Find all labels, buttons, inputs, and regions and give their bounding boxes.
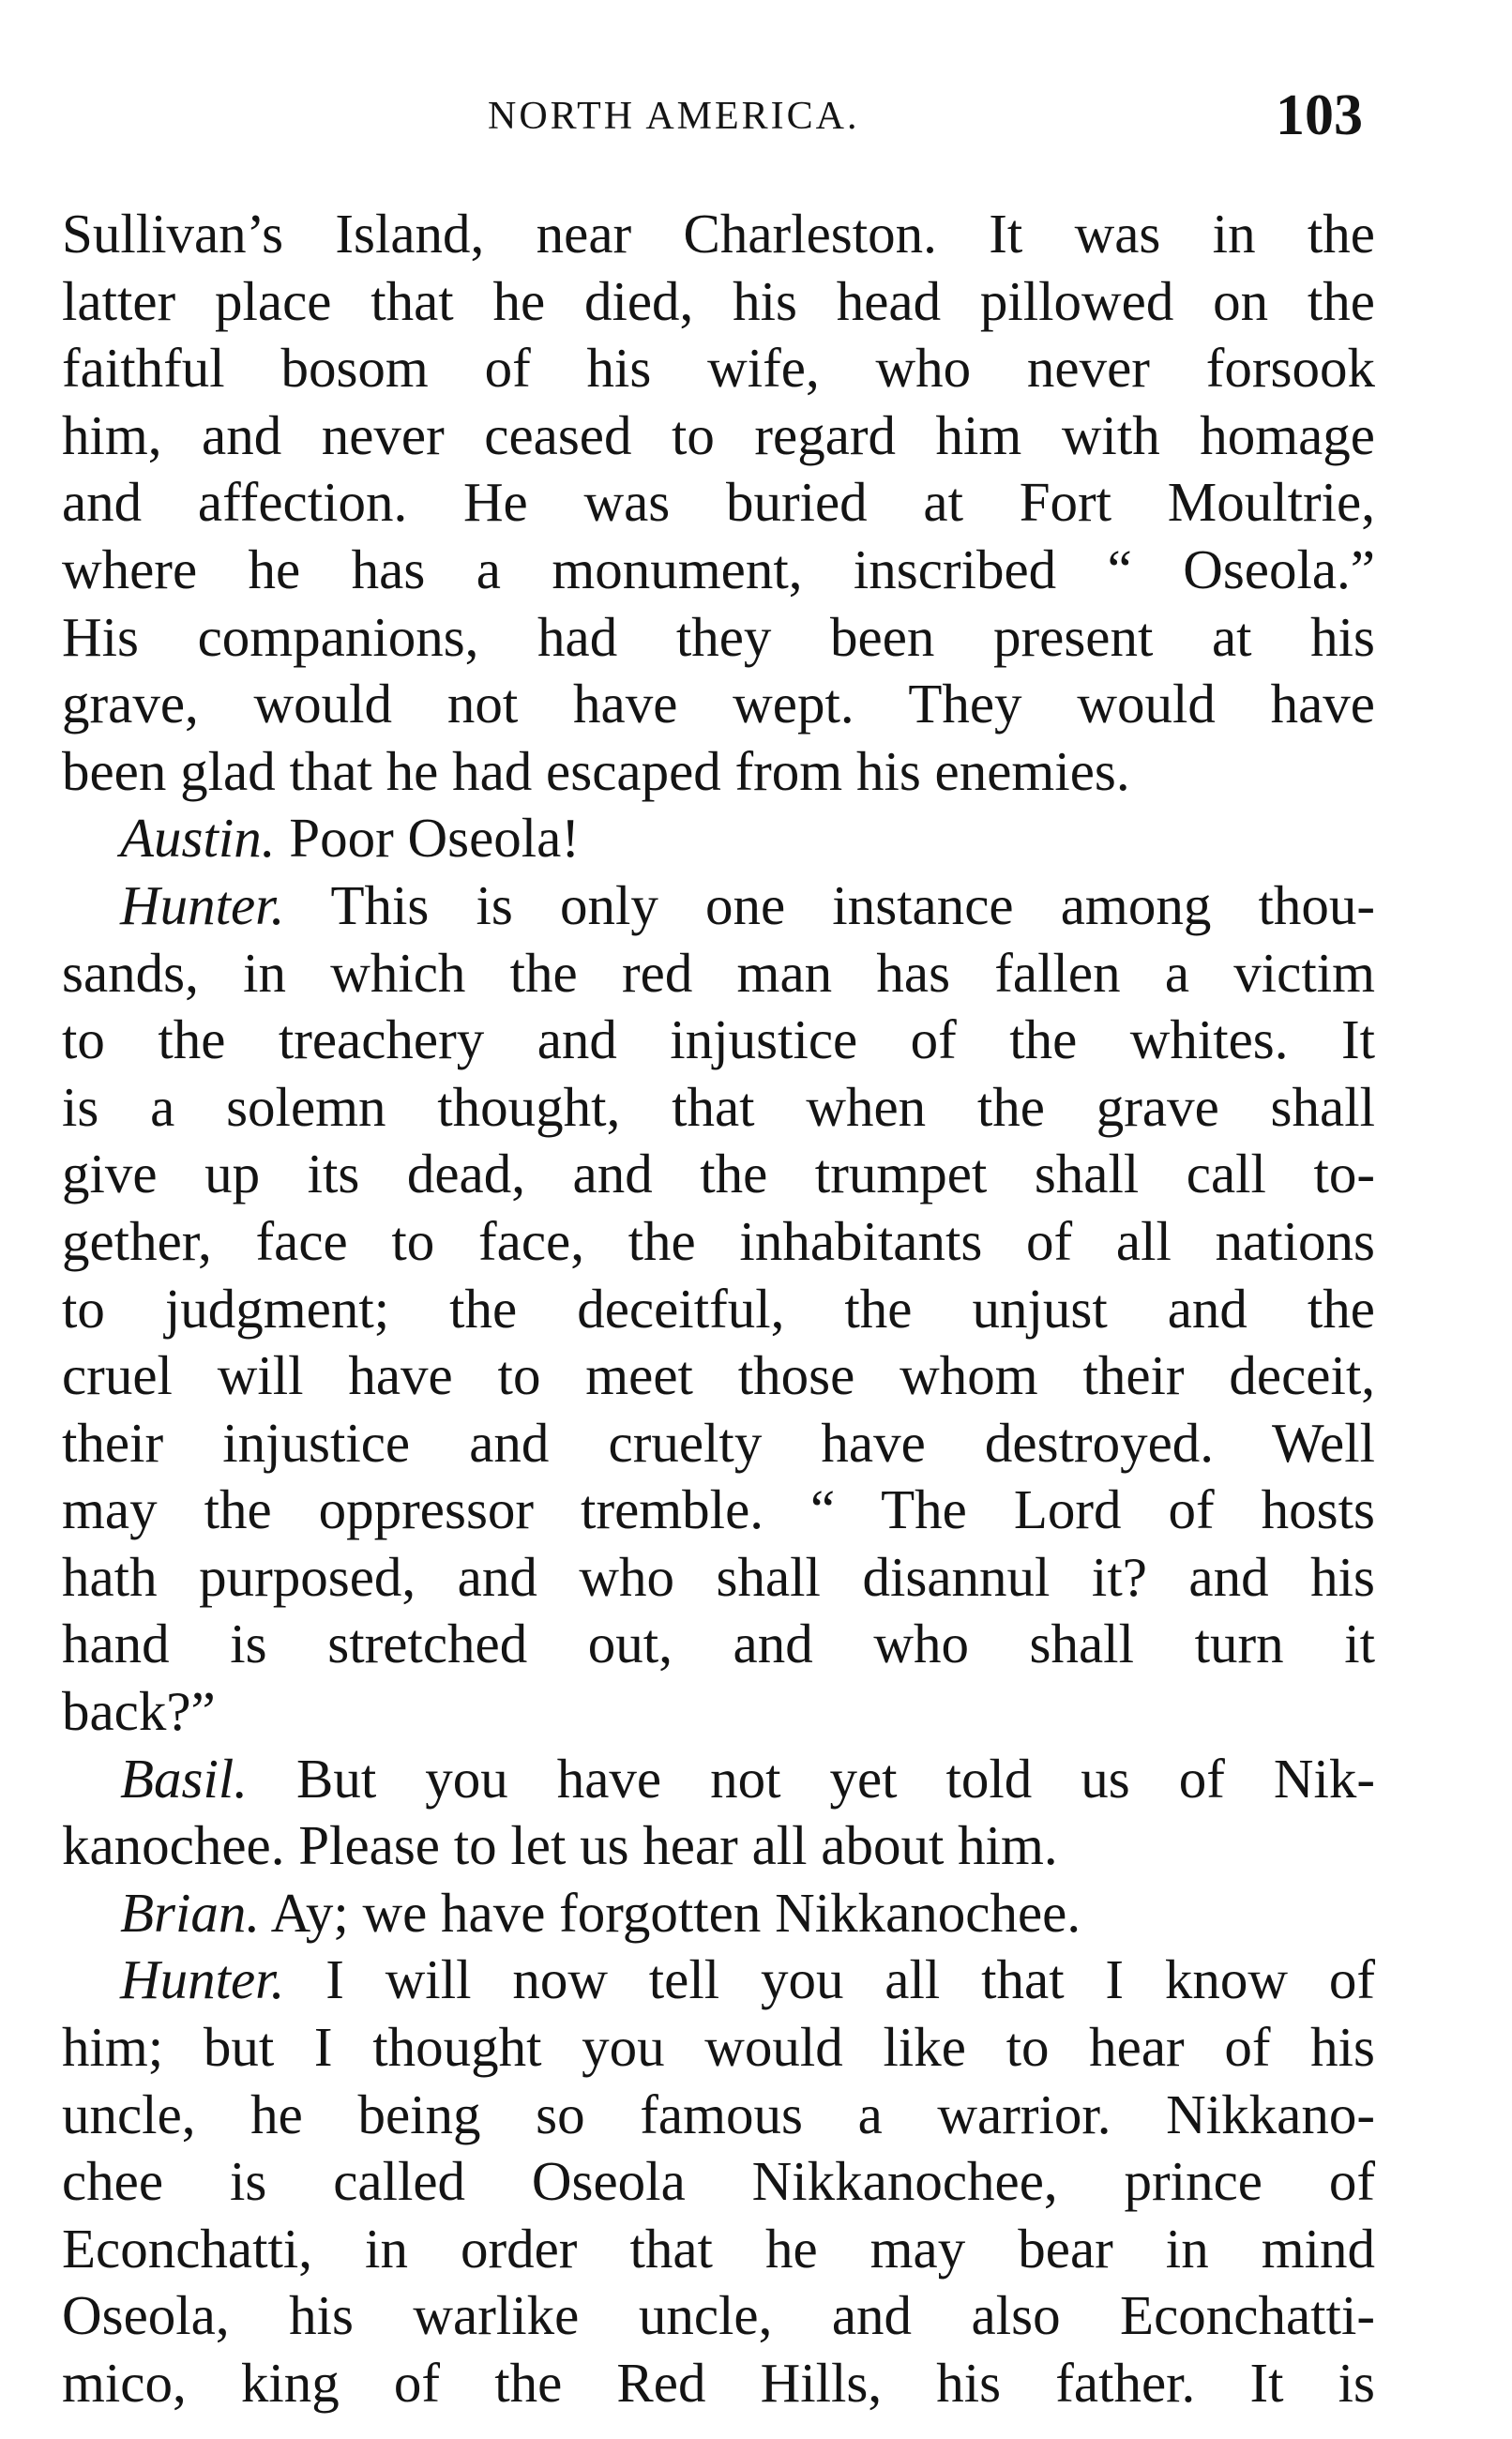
text-line [62,2282,1375,2350]
line-text: him, and never ceased to regard him with homage [62,403,1375,466]
text-line [62,738,1375,806]
text-line [62,1611,1375,1678]
text-line [62,1410,1375,1477]
text-line [62,1678,1375,1746]
line-text: I will now tell you all that I know of [325,1948,1376,2011]
line-text: His companions, had they been present at his [62,605,1375,668]
text-line [62,1208,1375,1276]
line-text: But you have not yet told us of Nik- [296,1747,1375,1810]
line-text: may the oppressor tremble. “ The Lord of hosts [62,1478,1375,1541]
text-line [62,604,1375,672]
text-line [62,872,1375,940]
line-text: him; but I thought you would like to hear of his [62,2016,1375,2079]
line-text: where he has a monument, inscribed “ Oseola.” [62,538,1375,600]
text-line [62,1141,1375,1208]
text-line [62,1812,1375,1880]
running-head [0,83,1512,158]
line-text: This is only one instance among thou- [330,873,1376,936]
text-line [62,1342,1375,1410]
text-line [62,671,1375,738]
line-text: and affection. He was buried at Fort Moultrie, [62,471,1375,534]
line-text: Poor Oseola! [289,807,580,870]
text-line [62,2216,1375,2283]
line-text: back?” [62,1680,216,1743]
line-text: is a solemn thought, that when the grave shall [62,1075,1375,1138]
line-text: grave, would not have wept. They would have [62,673,1375,735]
text-line [62,1880,1375,1947]
text-line [62,1947,1375,2014]
speaker-name: Austin. [120,807,276,870]
text-line [62,2014,1375,2082]
page-number: 103 [1276,83,1363,147]
speaker-name: Hunter. [120,1948,285,2011]
line-text: Sullivan’s Island, near Charleston. It was in the [62,203,1375,265]
line-text: to the treachery and injustice of the whites. It [62,1008,1375,1071]
line-text: mico, king of the Red Hills, his father. It is [62,2352,1375,2414]
text-line [62,940,1375,1007]
text-line [62,469,1375,537]
line-text: give up its dead, and the trumpet shall call to- [62,1143,1375,1205]
running-title: NORTH AMERICA. [488,95,860,138]
line-text: chee is called Oseola Nikkanochee, prince of [62,2150,1375,2213]
line-text: latter place that he died, his head pillowed on the [62,269,1375,332]
line-text: their injustice and cruelty have destroyed. Well [62,1411,1375,1474]
line-text: hath purposed, and who shall disannul it? and his [62,1545,1375,1608]
line-text: cruel will have to meet those whom their deceit, [62,1344,1375,1407]
text-line [62,1544,1375,1612]
speaker-name: Basil. [120,1747,249,1810]
text-line [62,1477,1375,1544]
text-line [62,1007,1375,1074]
text-line [62,2082,1375,2149]
text-line [62,335,1375,402]
line-text: Econchatti, in order that he may bear in mind [62,2217,1375,2280]
line-text: Ay; we have forgotten Nikkanochee. [270,1881,1081,1944]
line-text: kanochee. Please to let us hear all about him. [62,1814,1058,1877]
line-text: Oseola, his warlike uncle, and also Econchatti- [62,2284,1375,2347]
text-line [62,402,1375,470]
body-text [62,201,1375,2417]
text-line [62,805,1375,872]
speaker-name: Hunter. [120,873,285,936]
line-text: to judgment; the deceitful, the unjust and the [62,1277,1375,1340]
line-text: hand is stretched out, and who shall turn it [62,1613,1375,1675]
line-text: faithful bosom of his wife, who never forsook [62,337,1375,400]
text-line [62,537,1375,604]
speaker-name: Brian. [120,1881,261,1944]
line-text: uncle, he being so famous a warrior. Nikkano- [62,2083,1375,2145]
line-text: sands, in which the red man has fallen a victim [62,941,1375,1004]
text-line [62,2350,1375,2417]
text-line [62,201,1375,268]
text-line [62,1746,1375,1813]
line-text: gether, face to face, the inhabitants of all nations [62,1209,1375,1272]
text-line [62,268,1375,336]
text-line [62,1276,1375,1343]
line-text: been glad that he had escaped from his enemies. [62,739,1130,802]
text-line [62,2148,1375,2216]
text-line [62,1074,1375,1142]
